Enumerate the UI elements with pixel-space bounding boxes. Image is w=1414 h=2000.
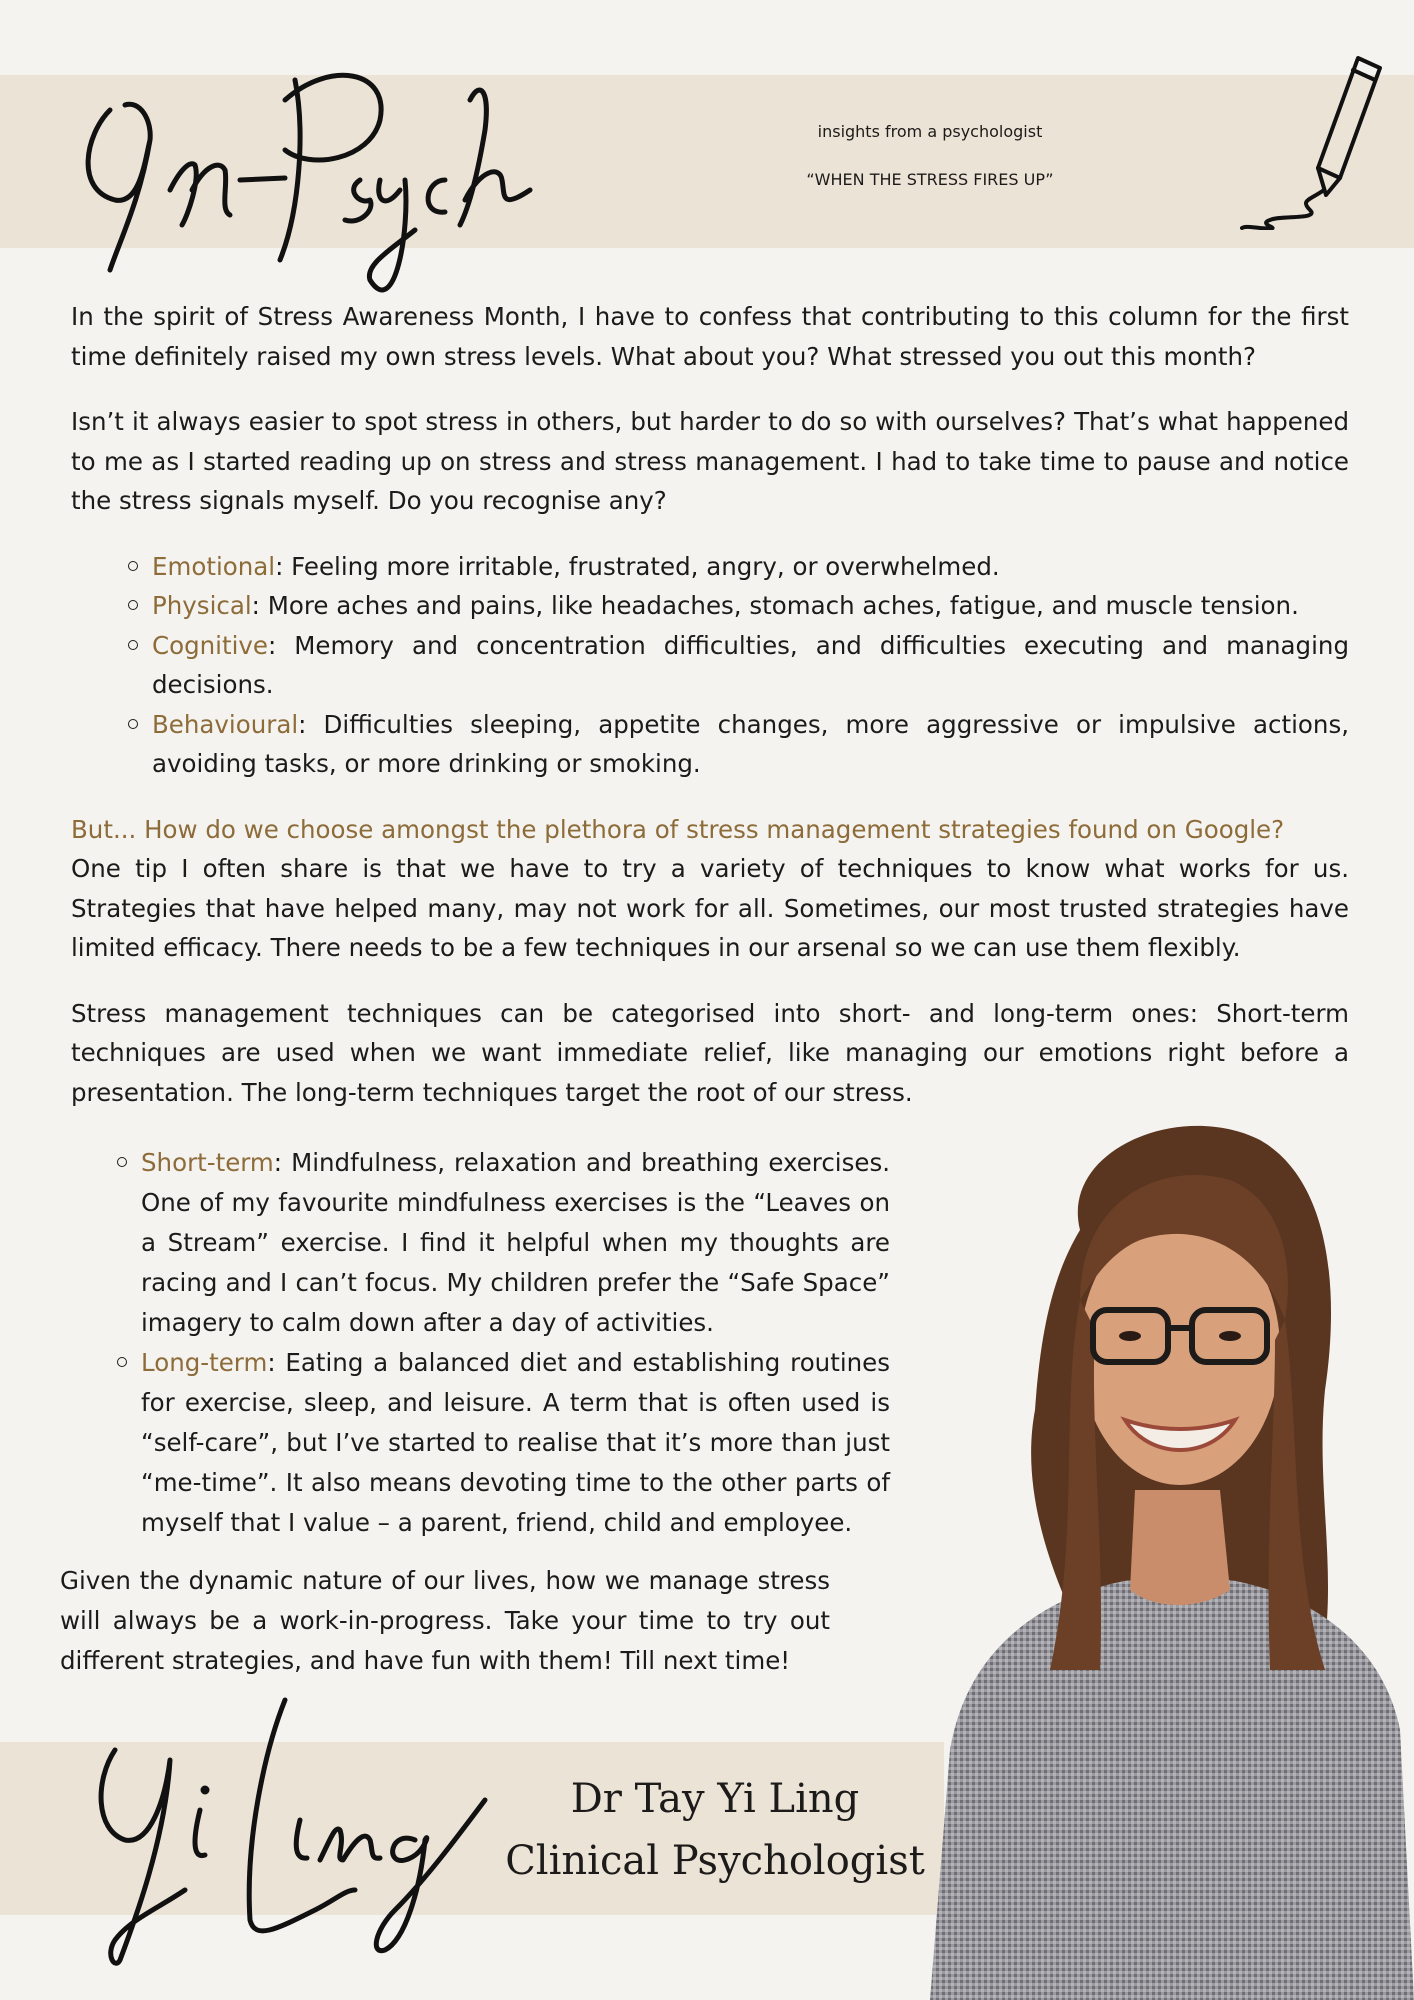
techniques-section [60,1143,890,1707]
list-item [141,1343,890,1543]
list-item [152,626,1349,705]
list-item [152,705,1349,784]
header-headline: “WHEN THE STRESS FIRES UP” [806,170,1054,189]
list-item [152,547,1349,587]
list-item [141,1143,890,1343]
pencil-icon [1240,50,1390,230]
brand-script-logo [70,40,550,310]
intro-paragraph-2: Isn’t it always easier to spot stress in others, but harder to do so with ourselves? That’s what happened to me as I started reading up on stress and stress management. I had to take time to pause and notice the stress signals myself. Do you recognise any? [71,407,1349,515]
strategies-question: But... How do we choose amongst the plethora of stress management strategies found on Google? [71,814,1285,844]
signal-term: Cognitive [152,630,268,660]
signal-text: : Feeling more irritable, frustrated, angry, or overwhelmed. [275,551,1000,581]
technique-text: : Eating a balanced diet and establishing routines for exercise, sleep, and leisure. A term that is often used is “self-care”, but I’ve started to realise that it’s more than just “me-time”. It also means devoting time to the other parts of myself that I value – a parent, friend, child and employee. [141,1348,890,1537]
stress-signals-list [71,547,1349,784]
signature-script [95,1690,515,1980]
article-body [71,297,1349,1138]
techniques-list [60,1143,890,1543]
technique-text: : Mindfulness, relaxation and breathing exercises. One of my favourite mindfulness exercises is the “Leaves on a Stream” exercise. I find it helpful when my thoughts are racing and I can’t focus. My children prefer the “Safe Space” imagery to calm down after a day of activities. [141,1148,890,1337]
intro-paragraph-1: In the spirit of Stress Awareness Month, I have to confess that contributing to this column for the first time definitely raised my own stress levels. What about you? What stressed you out this month? [71,302,1349,371]
author-name: Dr Tay Yi Ling [570,1776,860,1822]
signal-term: Physical [152,591,252,620]
signal-term: Emotional [152,551,276,581]
list-item [152,586,1349,626]
signal-text: : Memory and concentration difficulties, and difficulties executing and managing decisions. [152,630,1349,699]
signal-text: : Difficulties sleeping, appetite changes, more aggressive or impulsive actions, avoiding tasks, or more drinking or smoking. [152,709,1349,778]
header-subtitle: insights from a psychologist [817,122,1043,141]
author-portrait [930,1110,1414,2000]
author-block [500,1768,930,1892]
technique-term: Short-term [141,1148,274,1177]
technique-term: Long-term [141,1348,268,1377]
signal-term: Behavioural [152,709,299,739]
strategies-paragraph-2: Stress management techniques can be categorised into short- and long-term ones: Short-term techniques are used when we want immediate relief, like managing our emotions right before a presentation. The long-term techniques target the root of our stress. [71,998,1349,1107]
author-title: Clinical Psychologist [505,1838,925,1884]
closing-paragraph: Given the dynamic nature of our lives, how we manage stress will always be a work-in-progress. Take your time to try out different strategies, and have fun with them! Till next time! [60,1566,830,1675]
strategies-paragraph-1: One tip I often share is that we have to try a variety of techniques to know what works for us. Strategies that have helped many, may not work for all. Sometimes, our most trusted strategies have limited efficacy. There needs to be a few techniques in our arsenal so we can use them flexibly. [71,854,1349,962]
signal-text: : More aches and pains, like headaches, stomach aches, fatigue, and muscle tension. [251,591,1299,620]
